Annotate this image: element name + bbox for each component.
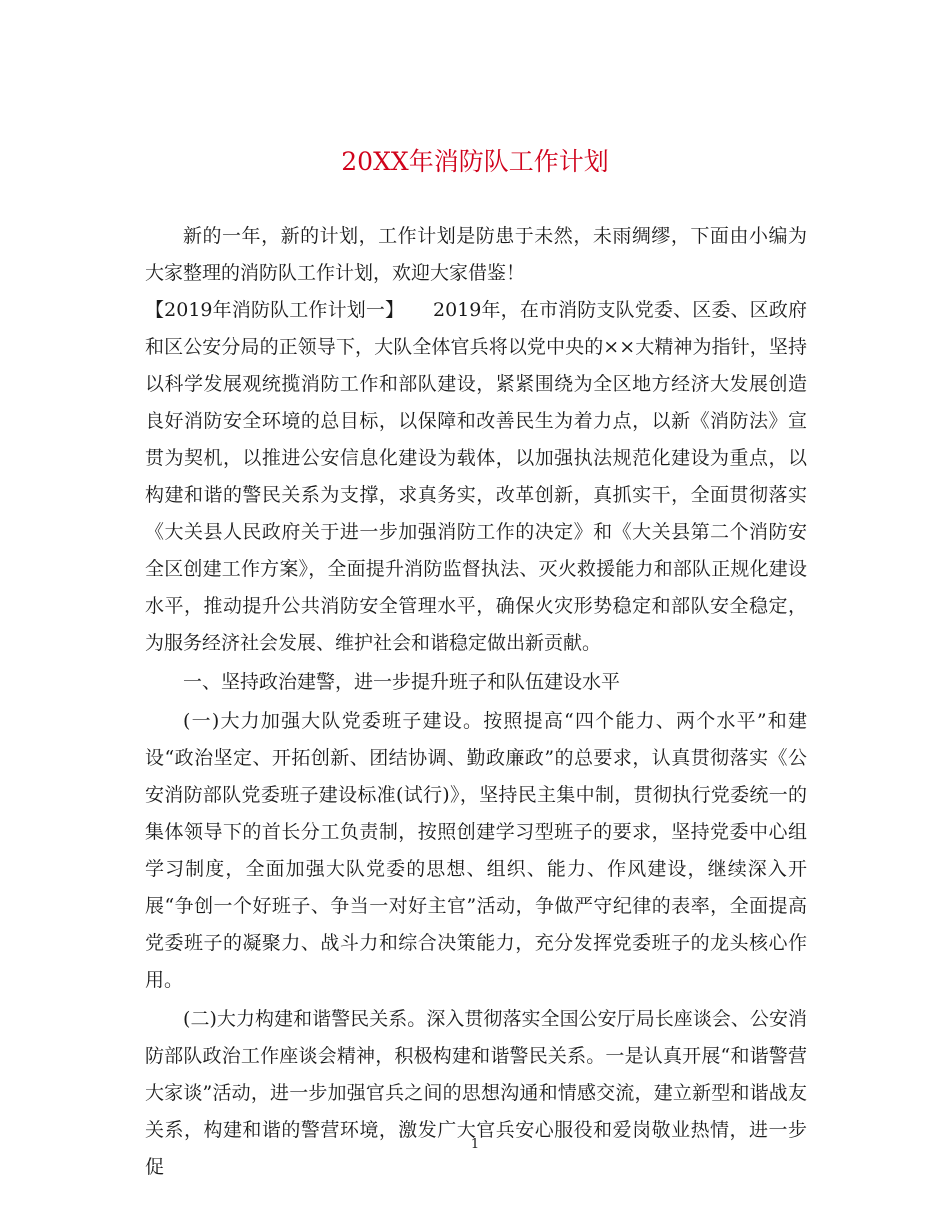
document-body — [145, 218, 807, 1186]
section-heading-political: 一、坚持政治建警，进一步提升班子和队伍建设水平 — [183, 671, 621, 693]
page-number: 1 — [470, 1137, 480, 1152]
document-title: 20XX年消防队工作计划 — [341, 147, 609, 176]
paragraph-party-committee: (一)大力加强大队党委班子建设。按照提高“四个能力、两个水平”和建设“政治坚定、开拓创新、团结协调、勤政廉政”的总要求，认真贯彻落实《公安消防部队党委班子建设标准(试行)》，坚持民主集中制，贯彻执行党委统一的集体领导下的首长分工负责制，按照创建学习型班子的要求，坚持党委中心组学习制度，全面加强大队党委的思想、组织、能力、作风建设，继续深入开展“争创一个好班子、争当一对好主官”活动，争做严守纪律的表率，全面提高党委班子的凝聚力、战斗力和综合决策能力，充分发挥党委班子的龙头核心作用。 — [145, 710, 807, 991]
paragraph-plan-one: 【2019年消防队工作计划一】 2019年，在市消防支队党委、区委、区政府和区公安分局的正领导下，大队全体官兵将以党中央的××大精神为指针，坚持以科学发展观统揽消防工作和部队建设，紧紧围绕为全区地方经济大发展创造良好消防安全环境的总目标，以保障和改善民生为着力点，以新《消防法》宣贯为契机，以推进公安信息化建设为载体，以加强执法规范化建设为重点，以构建和谐的警民关系为支撑，求真务实，改革创新，真抓实干，全面贯彻落实《大关县人民政府关于进一步加强消防工作的决定》和《大关县第二个消防安全区创建工作方案》，全面提升消防监督执法、灭火救援能力和部队正规化建设水平，推动提升公共消防安全管理水平，确保火灾形势稳定和部队安全稳定，为服务经济社会发展、维护社会和谐稳定做出新贡献。 — [145, 299, 807, 654]
paragraph-police-relations: (二)大力构建和谐警民关系。深入贯彻落实全国公安厅局长座谈会、公安消防部队政治工作座谈会精神，积极构建和谐警民关系。一是认真开展“和谐警营大家谈”活动，进一步加强官兵之间的思想沟通和情感交流，建立新型和谐战友关系，构建和谐的警营环境，激发广大官兵安心服役和爱岗敬业热情，进一步促 — [145, 1008, 807, 1178]
paragraph-intro: 新的一年，新的计划，工作计划是防患于未然，未雨绸缪，下面由小编为大家整理的消防队工作计划，欢迎大家借鉴！ — [145, 225, 807, 284]
